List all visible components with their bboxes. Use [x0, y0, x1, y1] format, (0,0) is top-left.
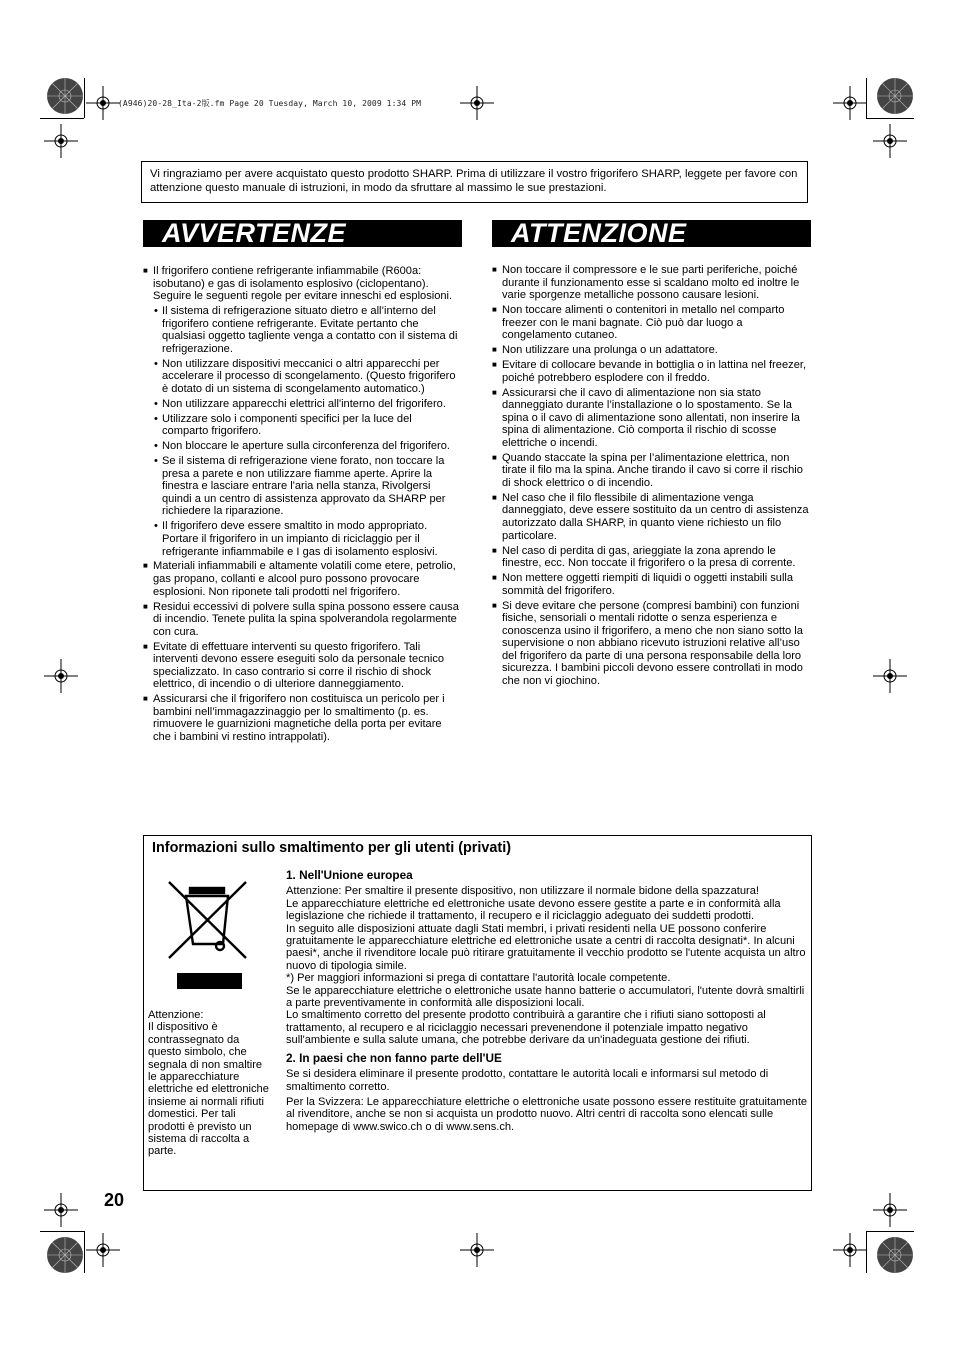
crosshair-mark-icon [86, 86, 120, 120]
list-item-text: Evitate di effettuare interventi su questo frigorifero. Tali interventi devono essere eseguiti solo da personale tecnico specializzato. In caso contrario si corre il rischio di shock elettrico, di incendio o di ulteriore danneggiamento. [153, 640, 445, 691]
bullet-square-icon: ■ [143, 694, 148, 704]
list-item-text: Evitare di collocare bevande in bottiglia o in lattina nel freezer, poiché potrebbero esplodere con il freddo. [502, 359, 807, 384]
bullet-dot-icon: • [154, 455, 158, 468]
disposal-title: Informazioni sullo smaltimento per gli utenti (privati) [152, 840, 511, 856]
list-item [492, 491, 811, 542]
list-item [154, 305, 461, 355]
page-number: 20 [104, 1190, 125, 1210]
list-item-text: Non utilizzare apparecchi elettrici all'interno del frigorifero. [162, 397, 446, 410]
list-item-text: Materiali infiammabili e altamente volatili come etere, petrolio, gas propano, collanti e alcool puro possono provocare esplosioni. Non riponete tali prodotti nel frigorifero. [153, 560, 456, 598]
disposal-side-note: Attenzione: Il dispositivo è contrassegnato da questo simbolo, che segnala di non smaltire le apparecchiature elettriche ed elettroniche insieme ai normali rifiuti domestici. Per tali prodotti è previsto un sistema di raccolta a parte. [148, 1009, 269, 1158]
bullet-dot-icon: • [154, 357, 158, 370]
list-item [154, 397, 461, 411]
registration-circle-icon [46, 77, 84, 115]
list-item-text: Non utilizzare dispositivi meccanici o altri apparecchi per accelerare il processo di scongelamento. (Questo frigorifero è dotato di un sistema di scongelamento automatico.) [162, 357, 456, 395]
crosshair-mark-icon [460, 1233, 494, 1267]
list-item [143, 265, 461, 303]
bullet-square-icon: ■ [143, 601, 148, 611]
list-item-text: Residui eccessivi di polvere sulla spina possono essere causa di incendio. Tenete pulita la spina spolverandola regolarmente con cura. [153, 600, 459, 638]
bullet-dot-icon: • [154, 440, 158, 453]
crosshair-mark-icon [86, 1233, 120, 1267]
list-item-text: Se il sistema di refrigerazione viene forato, non toccare la presa a parete e non utilizzare fiamme aperte. Aprire la finestra e lasciare entrare l'aria nella stanza, Rivolgersi quindi a un centro di assistenza approvato da SHARP per richiedere la riparazione. [162, 455, 446, 518]
list-item-text: Nel caso di perdita di gas, arieggiate la zona aprendo le finestre, ecc. Non toccate il frigorifero o la presa di corrente. [502, 544, 796, 570]
paragraph: Lo smaltimento corretto del presente prodotto contribuirà a garantire che i rifiuti siano sottoposti al trattamento, al recupero e al riciclaggio necessari prevenendone il potenziale impatto negativo sull'ambiente e sulla salute umana, che potrebbe derivare da un'inadeguata gestione dei rifiuti. [286, 1009, 766, 1047]
bullet-square-icon: ■ [492, 600, 497, 610]
list-item [154, 357, 461, 396]
list-item [492, 544, 811, 570]
bullet-square-icon: ■ [143, 641, 148, 651]
crossed-out-wheelie-bin-icon [166, 876, 250, 992]
list-item [154, 520, 461, 558]
warnings-list [143, 265, 461, 746]
paragraph: Le apparecchiature elettriche ed elettroniche usate devono essere gestite a parte e in conformità alla legislazione che richiede il trattamento, il recupero e il riciclaggio adeguato dei suddetti prodotti. [286, 897, 781, 923]
list-item [492, 451, 811, 490]
paragraph: Se si desidera eliminare il presente prodotto, contattare le autorità locali e informarsi sul metodo di smaltimento corretto. [286, 1068, 769, 1093]
list-item-text: Assicurarsi che il cavo di alimentazione non sia stato danneggiato durante l’installazione o lo spostamento. Se la spina o il cavo di alimentazione sono allentati, non inserire la spina di alimentazione. Ciò comporta il rischio di scosse elettriche o incendi. [502, 386, 800, 449]
list-item [492, 572, 811, 597]
bullet-square-icon: ■ [143, 266, 148, 275]
disposal-details [286, 869, 808, 1133]
file-header: (A946)20-28_Ita-2版.fm Page 20 Tuesday, March 10, 2009 1:34 PM [118, 99, 422, 108]
list-item [492, 304, 811, 342]
crosshair-mark-icon [833, 86, 867, 120]
bullet-dot-icon: • [154, 412, 158, 425]
list-item-text: Il sistema di refrigerazione situato dietro e all’interno del frigorifero contiene refrigerante. Evitate pertanto che qualsiasi oggetto tagliente venga a contatto con il sistema di refrigerazione. [162, 305, 458, 355]
list-item-text: Il frigorifero contiene refrigerante infiammabile (R600a: isobutano) e gas di isolamento esplosivo (ciclopentano). Seguire le seguenti regole per evitare inneschi ed esplosioni. [153, 265, 453, 303]
list-item [154, 455, 461, 518]
paragraph: In seguito alle disposizioni attuate dagli Stati membri, i privati residenti nella UE possono conferire gratuitamente le apparecchiature elettriche ed elettroniche usate a centri di raccolta designati*. In alcuni paesi*, anche il rivenditore locale può ritirare gratuitamente il vecchio prodotto se l'utente acquista un altro nuovo di tipologia simile. [286, 922, 806, 972]
registration-circle-icon [876, 1236, 914, 1274]
paragraph: Per la Svizzera: Le apparecchiature elettriche o elettroniche usate possono essere restituite gratuitamente al rivenditore, anche se non si acquista un prodotto nuovo. Altri centri di raccolta sono elencati sulle homepage di www.swico.ch o di www.sens.ch. [286, 1095, 808, 1133]
list-item [143, 600, 461, 639]
list-item-text: Utilizzare solo i componenti specifici per la luce del comparto frigorifero. [162, 412, 412, 438]
bullet-square-icon: ■ [143, 561, 148, 571]
bullet-square-icon: ■ [492, 573, 497, 583]
bullet-square-icon: ■ [492, 452, 497, 462]
warnings-heading: AVVERTENZE [143, 220, 462, 247]
intro-box: Vi ringraziamo per avere acquistato questo prodotto SHARP. Prima di utilizzare il vostro frigorifero SHARP, leggete per favore con attenzione questo manuale di istruzioni, in modo da sfruttare al massimo le sue prestazioni. [141, 161, 808, 203]
list-item [492, 264, 811, 302]
registration-circle-icon [876, 77, 914, 115]
bullet-dot-icon: • [154, 305, 158, 318]
list-item [143, 693, 461, 744]
list-item [492, 386, 811, 450]
list-item [154, 440, 461, 453]
caution-heading: ATTENZIONE [492, 220, 811, 247]
crosshair-mark-icon [460, 86, 494, 120]
registration-circle-icon [46, 1236, 84, 1274]
bullet-square-icon: ■ [492, 545, 497, 555]
caution-list [492, 264, 811, 690]
crosshair-mark-icon [873, 124, 907, 158]
list-item-text: Assicurarsi che il frigorifero non costituisca un pericolo per i bambini nell’immagazzinaggio per lo smaltimento (p. es. rimuovere le guarnizioni magnetiche della porta per evitare che i bambini vi restino intrappolati). [153, 693, 445, 744]
crosshair-mark-icon [44, 659, 78, 693]
bullet-square-icon: ■ [492, 305, 497, 315]
crosshair-mark-icon [44, 1193, 78, 1227]
list-item-text: Non toccare alimenti o contenitori in metallo nel comparto freezer con le mani bagnate. Ciò può dar luogo a congelamento cutaneo. [502, 304, 785, 342]
list-item-text: Non mettere oggetti riempiti di liquidi o oggetti instabili sulla sommità del frigorifero. [502, 572, 794, 597]
crosshair-mark-icon [833, 1233, 867, 1267]
crosshair-mark-icon [873, 1193, 907, 1227]
bullet-dot-icon: • [154, 520, 158, 533]
list-item [492, 599, 811, 688]
paragraph: Se le apparecchiature elettriche o elettroniche usate hanno batterie o accumulatori, l'utente dovrà smaltirli a parte preventivamente in conformità alle disposizioni locali. [286, 984, 805, 1010]
section-heading-eu: 1. Nell'Unione europea [286, 868, 413, 882]
list-item-text: Non toccare il compressore e le sue parti periferiche, poiché durante il funzionamento esse si scaldano molto ed inoltre le varie sporgenze metalliche possono causare lesioni. [502, 264, 800, 302]
list-item [492, 344, 811, 357]
crosshair-mark-icon [873, 659, 907, 693]
bullet-square-icon: ■ [492, 492, 497, 502]
list-item [143, 640, 461, 691]
list-item-text: Nel caso che il filo flessibile di alimentazione venga danneggiato, deve essere sostituito da un centro di assistenza autorizzato dalla SHARP, in quanto viene richiesto un filo particolare. [502, 491, 809, 542]
bullet-dot-icon: • [154, 397, 158, 410]
list-item-text: Non bloccare le aperture sulla circonferenza del frigorifero. [162, 440, 450, 453]
bullet-square-icon: ■ [492, 345, 497, 355]
list-item [143, 560, 461, 598]
paragraph: *) Per maggiori informazioni si prega di contattare l'autorità locale competente. [286, 972, 671, 985]
bullet-square-icon: ■ [492, 387, 497, 397]
list-item-text: Non utilizzare una prolunga o un adattatore. [502, 344, 718, 357]
list-item [492, 359, 811, 384]
bullet-square-icon: ■ [492, 360, 497, 370]
paragraph: Attenzione: Per smaltire il presente dispositivo, non utilizzare il normale bidone della spazzatura! [286, 885, 759, 898]
crosshair-mark-icon [44, 124, 78, 158]
list-item [154, 412, 461, 438]
section-heading-non-eu: 2. In paesi che non fanno parte dell'UE [286, 1050, 502, 1065]
bullet-square-icon: ■ [492, 265, 497, 274]
list-item-text: Si deve evitare che persone (compresi bambini) con funzioni fisiche, sensoriali o mentali ridotte o senza esperienza e conoscenza usino il frigorifero, a meno che non siano sotto la supervisione o non abbiano ricevuto istruzioni relative all’uso del frigorifero da parte di una persona responsabile della loro sicurezza. I bambini piccoli devono essere controllati in modo che non vi giochino. [502, 599, 803, 688]
list-item-text: Quando staccate la spina per l’alimentazione elettrica, non tirate il filo ma la spina. Anche tirando il cavo si corre il rischio di shock elettrico o di incendio. [502, 451, 803, 489]
list-item-text: Il frigorifero deve essere smaltito in modo appropriato. Portare il frigorifero in un impianto di riciclaggio per il refrigerante infiammabile e I gas di isolamento esplosivi. [162, 520, 438, 558]
